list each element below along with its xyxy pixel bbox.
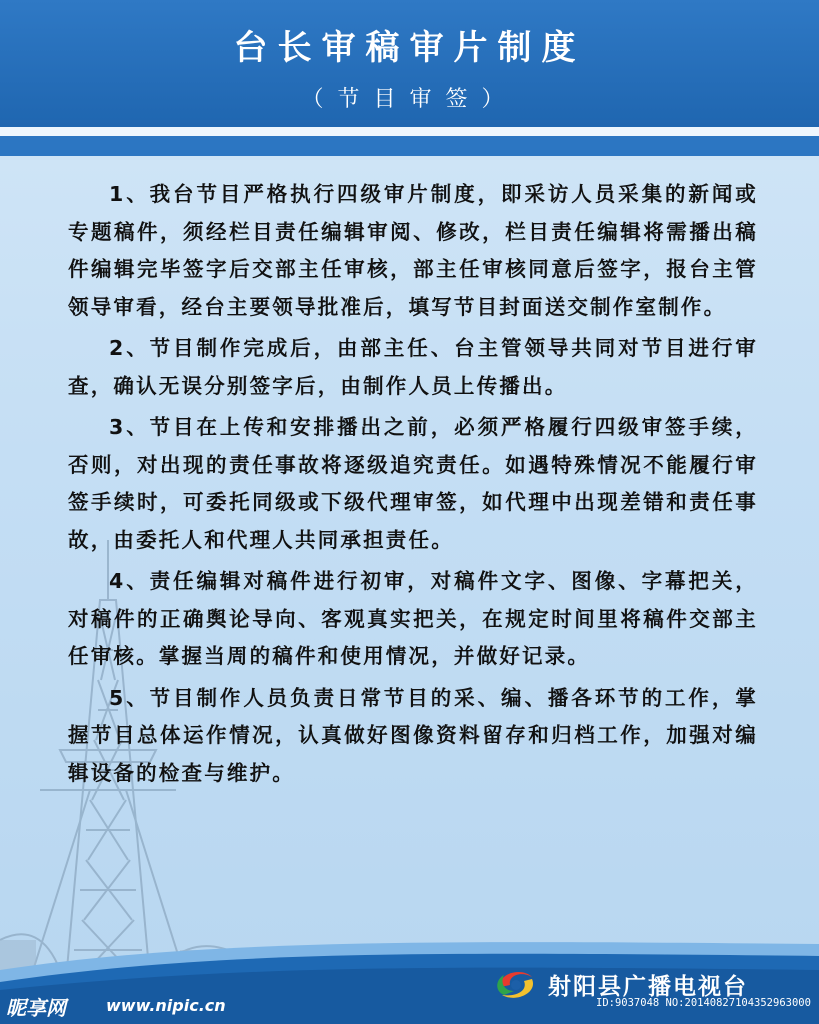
station-swirl-logo-icon (492, 965, 538, 1003)
regulation-item-3: 3、节目在上传和安排播出之前，必须严格履行四级审签手续，否则，对出现的责任事故将逐级追究责任。如遇特殊情况不能履行审签手续时，可委托同级或下级代理审签，如代理中出现差错和责任事故，由委托人和代理人共同承担责任。 (68, 415, 758, 552)
station-name: 射阳县广播电视台 (548, 974, 748, 1000)
regulation-item-5: 5、节目制作人员负责日常节目的采、编、播各环节的工作，掌握节目总体运作情况，认真做好图像资料留存和归档工作，加强对编辑设备的检查与维护。 (68, 685, 758, 785)
regulation-item-4: 4、责任编辑对稿件进行初审，对稿件文字、图像、字幕把关，对稿件的正确舆论导向、客观真实把关，在规定时间里将稿件交部主任审核。掌握当周的稿件和使用情况，并做好记录。 (68, 569, 758, 668)
header-divider-blue (0, 136, 819, 156)
regulation-body (68, 176, 758, 796)
page-subtitle: （节目审签） (301, 87, 518, 112)
watermark-brand: 昵享网 (6, 996, 66, 1020)
watermark-url: www.nipic.cn (106, 996, 226, 1015)
watermark-id: ID:9037048 NO:20140827104352963000 (596, 997, 811, 1009)
header-divider-light (0, 127, 819, 136)
page-title: 台长审稿审片制度 (233, 28, 586, 68)
regulation-item-2: 2、节目制作完成后，由部主任、台主管领导共同对节目进行审查，确认无误分别签字后，由制作人员上传播出。 (68, 336, 758, 398)
regulation-item-1: 1、我台节目严格执行四级审片制度，即采访人员采集的新闻或专题稿件，须经栏目责任编辑审阅、修改，栏目责任编辑将需播出稿件编辑完毕签字后交部主任审核，部主任审核同意后签字，报台主管领导审看，经台主要领导批准后，填写节目封面送交制作室制作。 (68, 182, 758, 319)
header-banner (0, 0, 819, 127)
